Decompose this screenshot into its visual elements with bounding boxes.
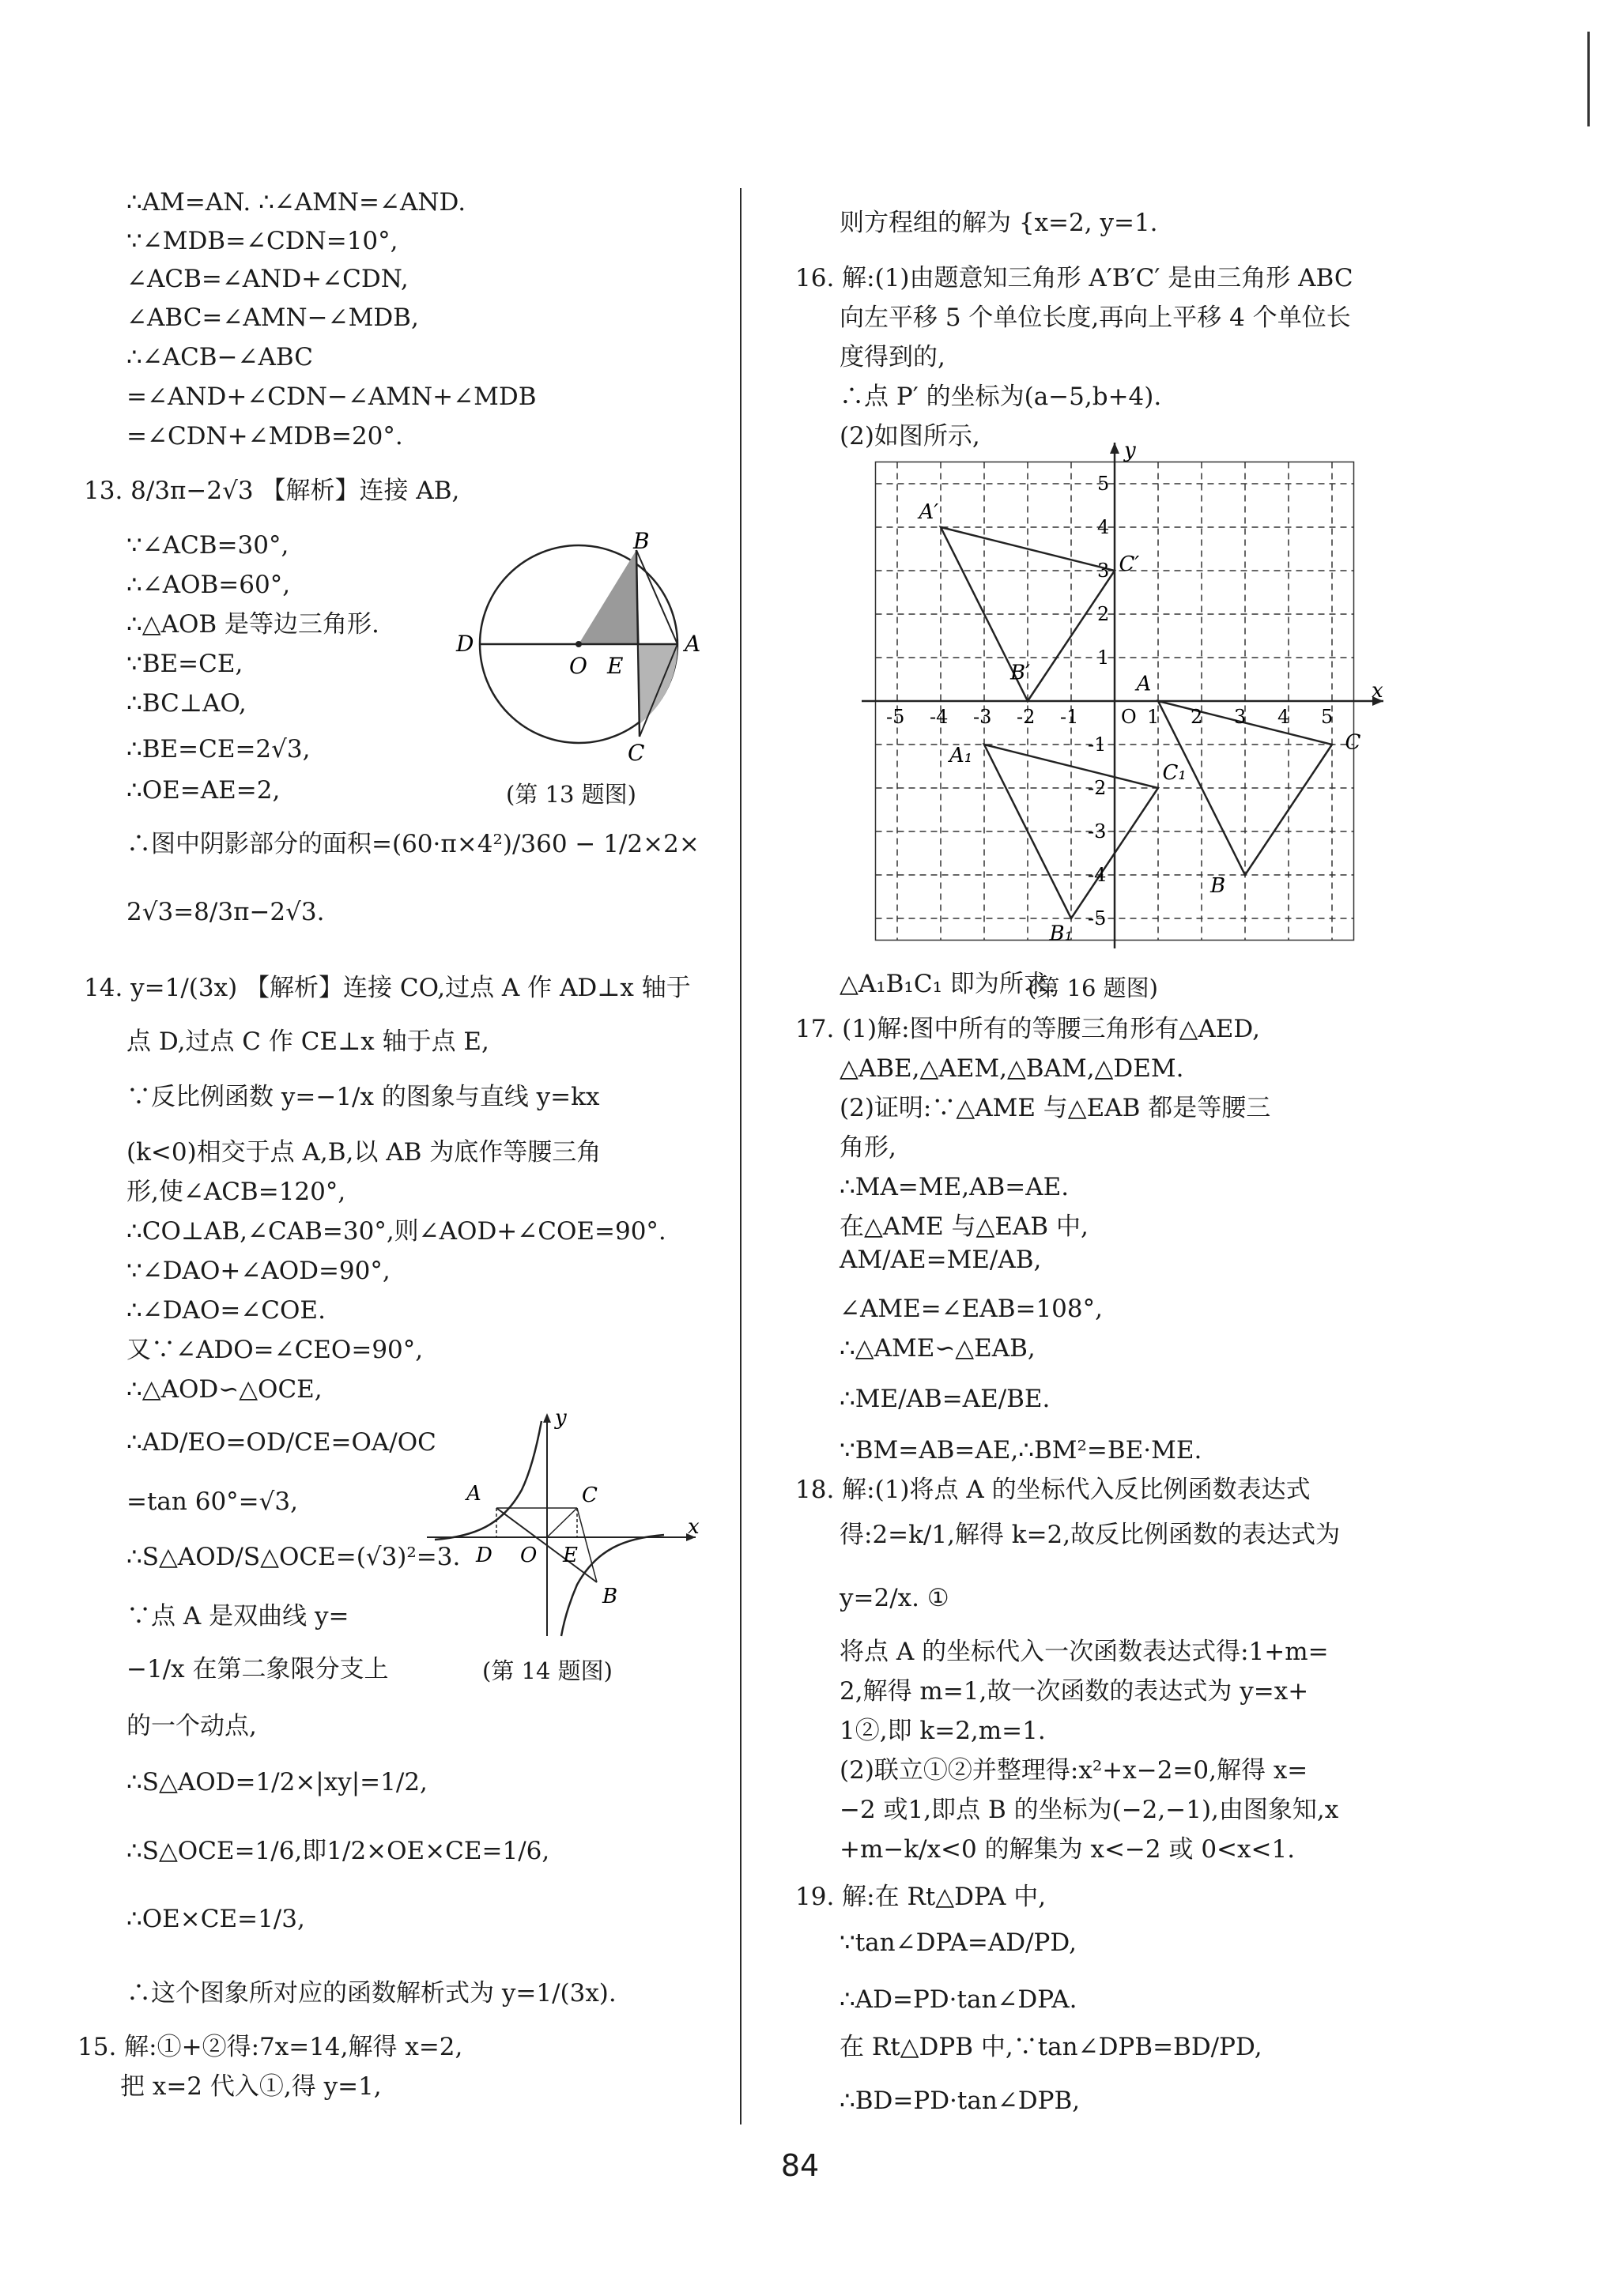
point-label: A₁ [949,744,973,767]
text-line: 2√3=8/3π−2√3. [126,898,325,926]
text-line: ∵∠MDB=∠CDN=10°, [126,227,398,255]
text-line: ∴BD=PD·tan∠DPB, [840,2087,1081,2115]
y-tick-label: 1 [1097,647,1110,669]
text-line: ∴AM=AN. ∴∠AMN=∠AND. [126,188,466,217]
y-tick-label: -2 [1088,777,1107,799]
label-x: x [688,1515,700,1539]
text-line: ∴S△AOD=1/2×|xy|=1/2, [126,1768,428,1796]
x-tick-label: -2 [1017,706,1036,728]
question-19-answer: 19. 解:在 Rt△DPA 中, [795,1883,1047,1911]
question-15-answer: 15. 解:①+②得:7x=14,解得 x=2, [77,2033,463,2061]
text-line: ∴△AOD∽△OCE, [126,1375,323,1404]
text-line: ∴这个图象所对应的函数解析式为 y=1/(3x). [126,1979,617,2008]
y-tick-label: -3 [1088,820,1107,843]
y-axis-arrow [543,1413,551,1423]
page-edge-mark [1587,32,1590,126]
chord-ab [636,550,677,644]
label-c: C [582,1484,598,1507]
text-line: 把 x=2 代入①,得 y=1, [120,2072,382,2101]
x-tick-label: 3 [1234,706,1247,728]
x-tick-label: -4 [930,706,949,728]
y-tick-label: 3 [1097,560,1110,582]
text-line: 将点 A 的坐标代入一次函数表达式得:1+m= [840,1638,1329,1666]
label-a: A [466,1482,481,1506]
x-tick-label: O [1121,706,1137,728]
text-line: =∠CDN+∠MDB=20°. [126,422,403,451]
text-line: ∴S△OCE=1/6,即1/2×OE×CE=1/6, [126,1837,550,1865]
point-label: A′ [919,500,939,524]
page-number: 84 [780,2148,820,2183]
text-line: (2)证明:∵△AME 与△EAB 都是等腰三 [840,1094,1271,1122]
label-o: O [520,1544,538,1567]
text-line: AM/AE=ME/AB, [840,1246,1042,1274]
text-line: ∴MA=ME,AB=AE. [840,1173,1070,1201]
label-y: y [555,1407,567,1430]
question-17-answer: 17. (1)解:图中所有的等腰三角形有△AED, [795,1015,1260,1043]
text-line: ∵BE=CE, [126,650,243,678]
text-line: −2 或1,即点 B 的坐标为(−2,−1),由图象知,x [840,1796,1339,1824]
y-tick-label: -1 [1088,733,1107,756]
text-line: 的一个动点, [126,1712,257,1740]
text-line: △ABE,△AEM,△BAM,△DEM. [840,1054,1184,1083]
text-line: ∴△AME∽△EAB, [840,1334,1036,1363]
question-13-answer: 13. 8/3π−2√3 【解析】连接 AB, [84,477,460,505]
point-label: B [1210,874,1226,898]
text-line: ∴∠ACB−∠ABC [126,343,313,371]
center-point [575,641,582,647]
text-line: ∠ABC=∠AMN−∠MDB, [126,303,419,332]
x-axis-label: x [1372,679,1383,703]
label-o: O [569,653,587,679]
text-line: ∴OE×CE=1/3, [126,1905,305,1933]
text-line: −1/x 在第二象限分支上 [126,1655,389,1683]
label-e: E [607,653,624,679]
text-line: 形,使∠ACB=120°, [126,1178,346,1206]
text-line: ∴ME/AB=AE/BE. [840,1385,1051,1413]
text-line: ∵∠ACB=30°, [126,531,289,560]
figure-16-caption: (第 16 题图) [1028,975,1158,1001]
question-18-answer: 18. 解:(1)将点 A 的坐标代入反比例函数表达式 [795,1476,1311,1504]
text-line: ∴BE=CE=2√3, [126,735,311,763]
question-16-answer: 16. 解:(1)由题意知三角形 A′B′C′ 是由三角形 ABC [795,264,1353,292]
text-line: =tan 60°=√3, [126,1487,298,1516]
text-line: 2,解得 m=1,故一次函数的表达式为 y=x+ [840,1677,1309,1706]
column-divider [740,188,742,2124]
point-label: C₁ [1162,761,1187,785]
text-line: ∴图中阴影部分的面积=(60·π×4²)/360 − 1/2×2× [126,830,700,858]
text-line: ∠AME=∠EAB=108°, [840,1295,1103,1323]
text-line: +m−k/x<0 的解集为 x<−2 或 0<x<1. [840,1835,1296,1864]
text-line: (2)联立①②并整理得:x²+x−2=0,解得 x= [840,1756,1308,1785]
text-line: (2)如图所示, [840,422,980,451]
segment-oc [547,1508,577,1537]
text-line: 得:2=k/1,解得 k=2,故反比例函数的表达式为 [840,1521,1341,1549]
text-line: ∴BC⊥AO, [126,689,247,718]
point-label: B′ [1010,661,1031,685]
label-d: D [456,631,474,657]
text-line: ∵BM=AB=AE,∴BM²=BE·ME. [840,1436,1202,1465]
text-line: ∴∠AOB=60°, [126,571,291,599]
label-a: A [685,631,701,657]
figure-13-circle-diagram [452,531,713,768]
text-line: 又∵∠ADO=∠CEO=90°, [126,1336,424,1364]
y-axis-arrow [1110,443,1119,454]
point-label: C′ [1119,552,1140,576]
x-tick-label: 5 [1321,706,1334,728]
text-line: (k<0)相交于点 A,B,以 AB 为底作等腰三角 [126,1138,602,1167]
x-tick-label: 1 [1147,706,1160,728]
label-b: B [602,1585,618,1608]
label-b: B [633,531,650,554]
text-line: ∴AD=PD·tan∠DPA. [840,1985,1077,2014]
text-line: 向左平移 5 个单位长度,再向上平移 4 个单位长 [840,303,1351,332]
text-line: 在 Rt△DPB 中,∵tan∠DPB=BD/PD, [840,2033,1262,2061]
label-c: C [628,740,645,766]
point-label: B₁ [1049,922,1074,946]
text-line: △A₁B₁C₁ 即为所求. [840,970,1056,998]
text-line: ∵tan∠DPA=AD/PD, [840,1928,1077,1957]
text-line: 度得到的, [840,343,945,371]
y-axis-label: y [1124,443,1136,462]
text-line: 则方程组的解为 {x=2, y=1. [840,209,1158,237]
text-line: 1②,即 k=2,m=1. [840,1717,1046,1745]
text-line: ∴S△AOD/S△OCE=(√3)²=3. [126,1543,461,1571]
label-e: E [563,1544,578,1567]
text-line: 点 D,过点 C 作 CE⊥x 轴于点 E, [126,1027,489,1056]
text-line: ∵反比例函数 y=−1/x 的图象与直线 y=kx [126,1083,600,1111]
figure-16-coordinate-grid [862,443,1391,956]
figure-14-hyperbola-diagram [427,1407,704,1644]
text-line: ∴△AOB 是等边三角形. [126,610,379,639]
text-line: ∴OE=AE=2, [126,776,281,805]
x-tick-label: -1 [1060,706,1079,728]
y-tick-label: -4 [1088,864,1107,886]
text-line: ∴点 P′ 的坐标为(a−5,b+4). [840,383,1162,411]
point-label: C [1345,730,1361,755]
question-14-answer: 14. y=1/(3x) 【解析】连接 CO,过点 A 作 AD⊥x 轴于 [84,974,691,1002]
y-tick-label: -5 [1088,907,1107,929]
text-line: y=2/x. ① [840,1584,949,1612]
point-label: A [1136,672,1152,696]
y-tick-label: 2 [1097,603,1110,625]
x-tick-label: -3 [973,706,992,728]
shaded-sector [579,550,640,644]
x-tick-label: 2 [1191,706,1203,728]
text-line: ∵点 A 是双曲线 y= [126,1602,349,1631]
y-tick-label: 4 [1097,516,1110,538]
hyperbola-branch-2 [435,1421,542,1540]
x-tick-label: 4 [1277,706,1290,728]
text-line: ∴AD/EO=OD/CE=OA/OC [126,1428,436,1457]
text-line: ∴CO⊥AB,∠CAB=30°,则∠AOD+∠COE=90°. [126,1217,666,1246]
figure-13-caption: (第 13 题图) [506,781,636,808]
text-line: ∵∠DAO+∠AOD=90°, [126,1257,391,1285]
text-line: 角形, [840,1133,896,1162]
figure-14-caption: (第 14 题图) [482,1657,613,1684]
text-line: =∠AND+∠CDN−∠AMN+∠MDB [126,383,537,411]
y-tick-label: 5 [1097,473,1110,495]
text-line: ∠ACB=∠AND+∠CDN, [126,265,409,293]
x-tick-label: -5 [886,706,905,728]
text-line: ∴∠DAO=∠COE. [126,1296,326,1325]
label-d: D [476,1544,492,1567]
text-line: 在△AME 与△EAB 中, [840,1212,1089,1241]
